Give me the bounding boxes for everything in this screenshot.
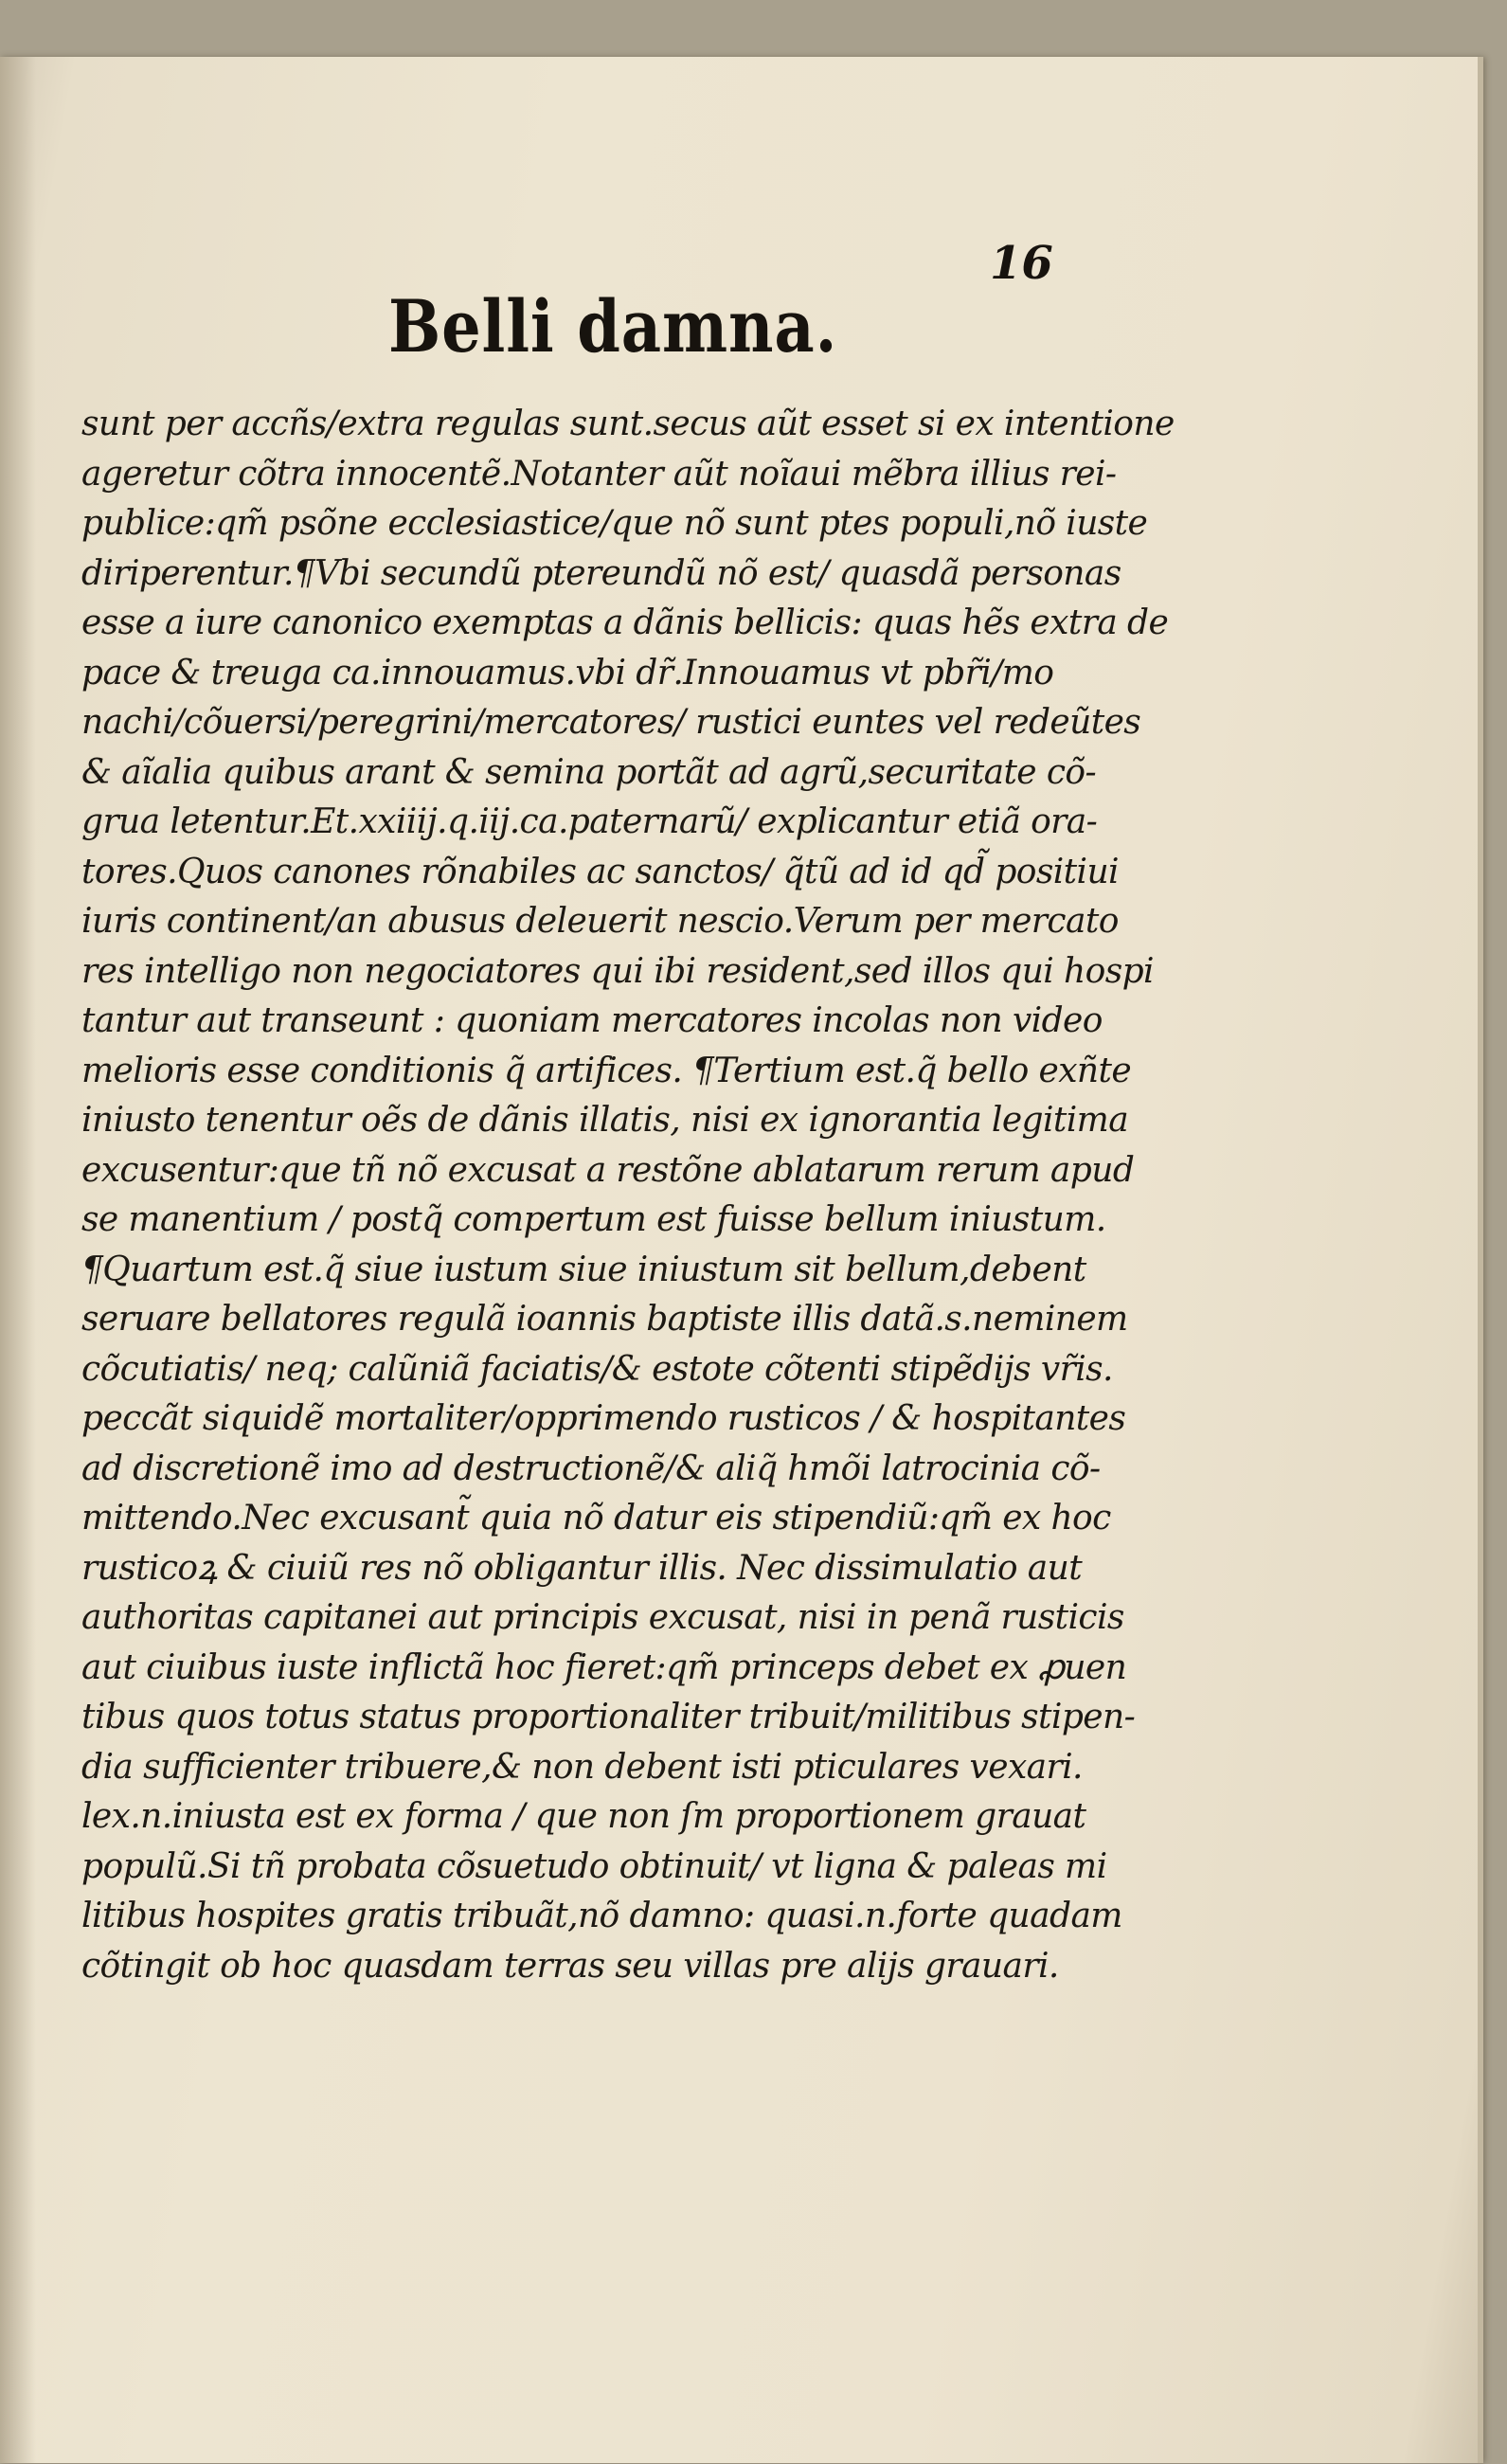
text-line: & aĩalia quibus arant & semina portãt ad agrũ,securitate cõ-	[81, 752, 1097, 792]
body-text	[81, 400, 1175, 1991]
text-line: peccãt siquidẽ mortaliter/opprimendo rusticos / & hospitantes	[81, 1399, 1126, 1438]
text-line: populũ.Si tñ probata cõsuetudo obtinuit/ vt ligna & paleas mi	[81, 1846, 1107, 1886]
text-line: tores.Quos canones rõnabiles ac sanctos/ q̃tũ ad id qd̃ positiui	[81, 852, 1119, 891]
text-line: ad discretionẽ imo ad destructionẽ/& aliq̃ hmõi latrocinia cõ-	[81, 1448, 1101, 1488]
text-line: pace & treuga ca.innouamus.vbi dr̃.Innouamus vt pbr̃i/mo	[81, 653, 1054, 692]
text-line: litibus hospites gratis tribuãt,nõ damno: quasi.n.forte quadam	[81, 1897, 1122, 1935]
text-line: cõcutiatis/ neq; calũniã faciatis/& estote cõtenti stipẽdijs vr̃is.	[81, 1349, 1113, 1389]
book-page	[0, 57, 1483, 2463]
text-line: dia sufficienter tribuere,& non debent isti pticulares vexari.	[81, 1747, 1083, 1787]
text-line: publice:qm̃ psõne ecclesiastice/que nõ sunt ptes populi,nõ iuste	[81, 504, 1148, 543]
text-line: seruare bellatores regulã ioannis baptiste illis datã.s.neminem	[81, 1300, 1128, 1339]
running-head: Belli damna.	[388, 284, 838, 369]
folio-number: 16	[990, 237, 1053, 290]
text-line: mittendo.Nec excusant̃ quia nõ datur eis stipendiũ:qm̃ ex hoc	[81, 1499, 1111, 1538]
text-line: diriperentur.¶Vbi secundũ ptereundũ nõ est/ quasdã personas	[81, 553, 1121, 593]
text-line: nachi/cõuersi/peregrini/mercatores/ rustici euntes vel redeũtes	[81, 703, 1141, 742]
page-header	[388, 237, 1070, 369]
text-line: sunt per accñs/extra regulas sunt.secus aũt esset si ex intentione	[81, 405, 1175, 443]
text-line: melioris esse conditionis q̃ artifices. ¶Tertium est.q̃ bello exñte	[81, 1051, 1132, 1090]
text-line: grua letentur.Et.xxiiij.q.iij.ca.paternarũ/ explicantur etiã ora-	[81, 802, 1098, 841]
text-line: iuris continent/an abusus deleuerit nescio.Verum per mercato	[81, 902, 1119, 941]
text-line: esse a iure canonico exemptas a dãnis bellicis: quas hẽs extra de	[81, 603, 1169, 642]
text-line: cõtingit ob hoc quasdam terras seu villas pre alijs grauari.	[81, 1946, 1059, 1986]
text-line: tibus quos totus status proportionaliter tribuit/militibus stipen-	[81, 1698, 1136, 1736]
text-line: tantur aut transeunt : quoniam mercatores incolas non video	[81, 1001, 1103, 1040]
page-gutter-shadow	[0, 57, 36, 2463]
text-line: iniusto tenentur oẽs de dãnis illatis, nisi ex ignorantia legitima	[81, 1101, 1129, 1140]
text-line: rusticoꝝ & ciuiũ res nõ obligantur illis. Nec dissimulatio aut	[81, 1548, 1083, 1588]
text-line: authoritas capitanei aut principis excusat, nisi in penã rusticis	[81, 1598, 1124, 1637]
text-line: aut ciuibus iuste inflictã hoc fieret:qm̃ princeps debet ex ꝓuen	[81, 1647, 1127, 1687]
text-line: res intelligo non negociatores qui ibi resident,sed illos qui hospi	[81, 951, 1154, 991]
text-line: ageretur cõtra innocentẽ.Notanter aũt noĩaui mẽbra illius rei-	[81, 454, 1117, 494]
text-line: se manentium / postq̃ compertum est fuisse bellum iniustum.	[81, 1200, 1106, 1239]
text-line: lex.n.iniusta est ex forma / que non ſm proportionem grauat	[81, 1797, 1086, 1836]
text-line: ¶Quartum est.q̃ siue iustum siue iniustum sit bellum,debent	[81, 1250, 1086, 1289]
text-line: excusentur:que tñ nõ excusat a restõne ablatarum rerum apud	[81, 1150, 1135, 1190]
